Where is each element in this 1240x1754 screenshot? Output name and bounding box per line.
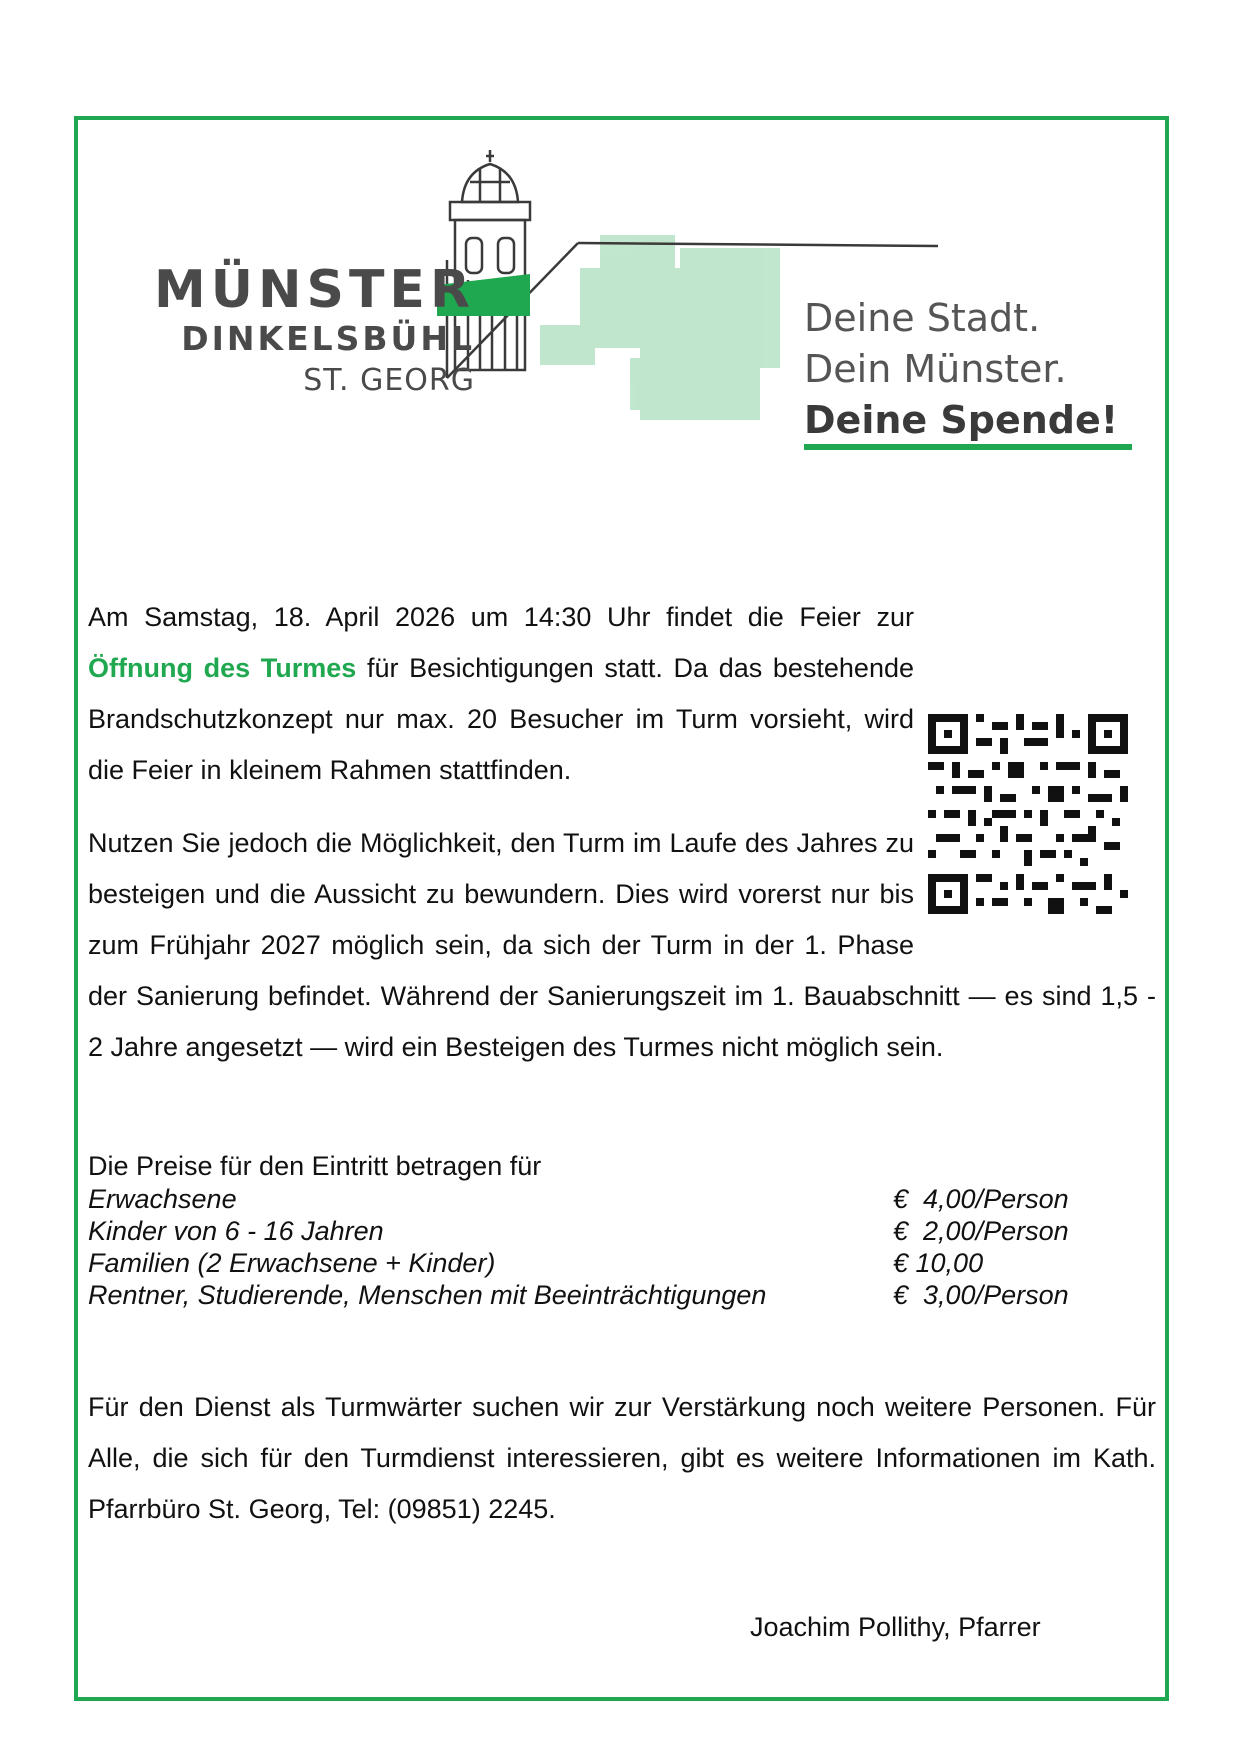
slogan-line-2: Dein Münster. bbox=[804, 347, 1067, 391]
paragraph-opening-text-1: Am Samstag, 18. April 2026 um 14:30 Uhr findet die Feier zur bbox=[88, 602, 914, 632]
brand-line-st-georg: ST. GEORG bbox=[303, 363, 475, 398]
price-label: Kinder von 6 - 16 Jahren bbox=[88, 1216, 384, 1246]
price-value: € 3,00/Person bbox=[893, 1280, 1069, 1310]
price-value: € 2,00/Person bbox=[893, 1216, 1069, 1246]
brand-line-muenster: MÜNSTER bbox=[154, 260, 475, 320]
brand-wordmark bbox=[120, 262, 475, 402]
slogan bbox=[804, 293, 1118, 446]
price-label: Erwachsene bbox=[88, 1184, 237, 1214]
price-label: Rentner, Studierende, Menschen mit Beeinträchtigungen bbox=[88, 1280, 767, 1310]
qr-code-icon bbox=[928, 714, 1128, 914]
slogan-underline bbox=[804, 444, 1132, 450]
price-value: € 10,00 bbox=[893, 1248, 984, 1278]
price-row bbox=[88, 1247, 1128, 1279]
paragraph-opening-text-2: für Besichtigungen statt. Da das bestehende Brandschutzkonzept nur max. 20 Besucher im Turm vorsieht, wird die Feier in kleinem Rahmen stattfinden. bbox=[88, 653, 914, 785]
price-list bbox=[88, 1150, 1128, 1311]
price-row bbox=[88, 1215, 1128, 1247]
tower-opening-highlight: Öffnung des Turmes bbox=[88, 653, 357, 683]
paragraph-tower-service bbox=[88, 1382, 1156, 1535]
paragraph-tower-service-text: Für den Dienst als Turmwärter suchen wir zur Verstärkung noch weitere Personen. Für Alle, die sich für den Turmdienst interessieren, gibt es weitere Informationen im Kath. Pfarrbüro St. Georg, Tel: (09851) 2245. bbox=[88, 1392, 1156, 1524]
slogan-line-3: Deine Spende! bbox=[804, 398, 1119, 442]
price-value: € 4,00/Person bbox=[893, 1184, 1069, 1214]
price-list-intro: Die Preise für den Eintritt betragen für bbox=[88, 1151, 542, 1181]
price-row bbox=[88, 1183, 1128, 1215]
price-label: Familien (2 Erwachsene + Kinder) bbox=[88, 1248, 496, 1278]
brand-line-dinkelsbuehl: DINKELSBÜHL bbox=[181, 319, 475, 358]
paragraph-visit-text: Nutzen Sie jedoch die Möglichkeit, den Turm im Laufe des Jahres zu besteigen und die Aussicht zu bewundern. Dies wird vorerst nur bis zum Frühjahr 2027 möglich sein, da sich der Turm in der 1. Phase der Sanierung befindet. Während der Sanierungszeit im 1. Bauabschnitt — es sind 1,5 - 2 Jahre angesetzt — wird ein Besteigen des Turmes nicht möglich sein. bbox=[88, 828, 1156, 1062]
signature: Joachim Pollithy, Pfarrer bbox=[750, 1612, 1041, 1642]
slogan-line-1: Deine Stadt. bbox=[804, 296, 1041, 340]
price-row bbox=[88, 1279, 1128, 1311]
